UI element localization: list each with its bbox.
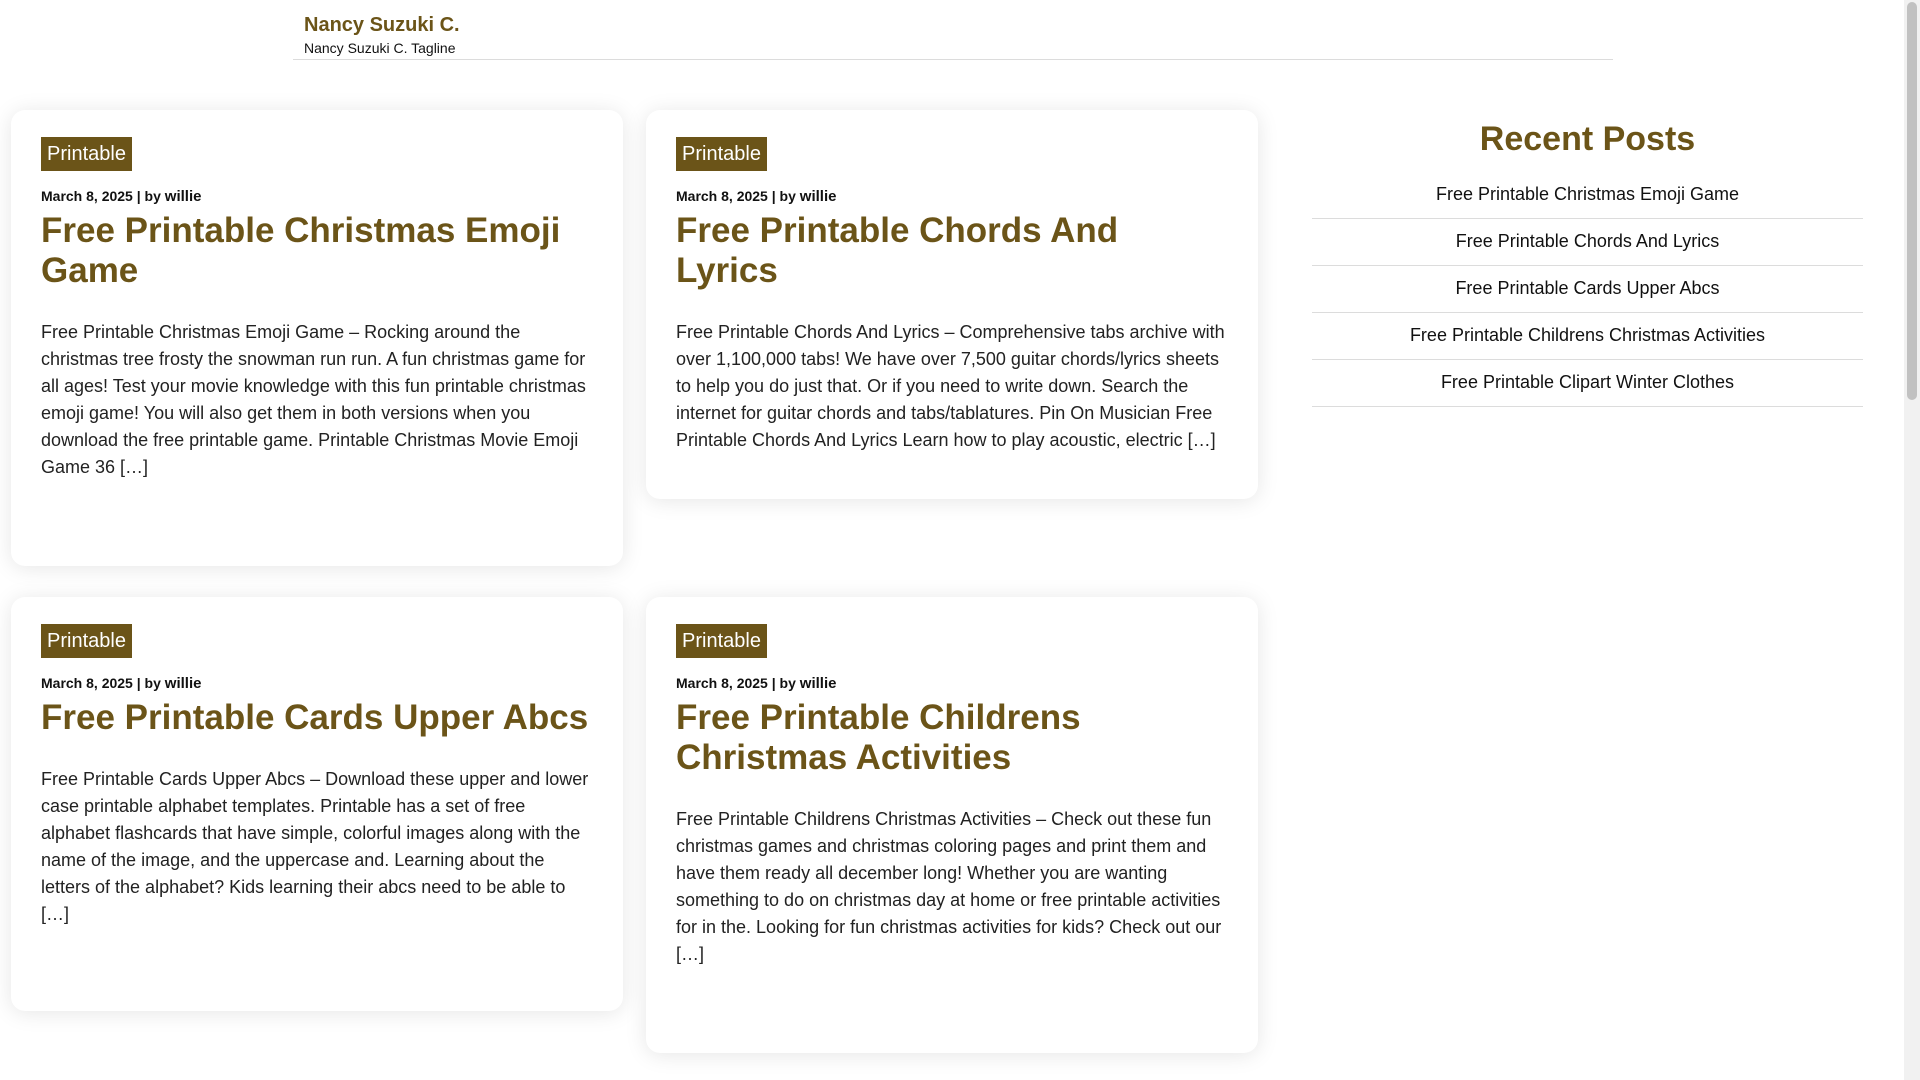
post-date: March 8, 2025 <box>41 675 133 691</box>
post-excerpt: Free Printable Christmas Emoji Game – Rocking around the christmas tree frosty the snowman run run. A fun christmas game for all ages! Test your movie knowledge with this fun printable christmas emoji game! You will also get them in both versions when you download the free printable game. Printable Christmas Movie Emoji Game 36 […] <box>41 322 586 477</box>
list-item <box>1312 360 1863 407</box>
meta-separator: | by <box>132 188 165 204</box>
list-item <box>1312 219 1863 266</box>
post-date: March 8, 2025 <box>676 188 768 204</box>
post-author-link[interactable]: willie <box>164 188 202 205</box>
post-author-link[interactable]: willie <box>799 188 837 205</box>
category-badge[interactable]: Printable <box>676 624 767 658</box>
post-meta <box>676 188 1228 205</box>
meta-separator: | by <box>767 675 800 691</box>
list-item <box>1312 313 1863 360</box>
recent-post-link[interactable]: Free Printable Childrens Christmas Activities <box>1409 325 1766 345</box>
post-meta <box>676 675 1228 692</box>
site-tagline: Nancy Suzuki C. Tagline <box>304 40 456 56</box>
post-card <box>646 597 1258 1053</box>
recent-posts-list <box>1312 172 1863 407</box>
post-meta <box>41 188 593 205</box>
post-title-link[interactable]: Free Printable Childrens Christmas Activities <box>676 698 1081 777</box>
list-item <box>1312 172 1863 219</box>
category-badge[interactable]: Printable <box>41 624 132 658</box>
post-card <box>646 110 1258 499</box>
meta-separator: | by <box>767 188 800 204</box>
site-title-link[interactable]: Nancy Suzuki C. <box>304 14 460 36</box>
recent-post-link[interactable]: Free Printable Christmas Emoji Game <box>1435 184 1740 204</box>
post-author-link[interactable]: willie <box>799 675 837 692</box>
recent-post-link[interactable]: Free Printable Clipart Winter Clothes <box>1440 372 1735 392</box>
post-excerpt: Free Printable Childrens Christmas Activities – Check out these fun christmas games and christmas coloring pages and print them and have them ready all december long! Whether you are wanting something to do on christmas day at home or free printable activities for in the. Looking for fun christmas activities for kids? Check out our […] <box>676 809 1222 964</box>
post-title-link[interactable]: Free Printable Christmas Emoji Game <box>41 211 561 290</box>
post-card <box>11 110 623 566</box>
meta-separator: | by <box>132 675 165 691</box>
post-title-link[interactable]: Free Printable Cards Upper Abcs <box>41 698 589 737</box>
scrollbar-thumb[interactable] <box>1907 2 1917 400</box>
post-date: March 8, 2025 <box>676 675 768 691</box>
recent-post-link[interactable]: Free Printable Chords And Lyrics <box>1455 231 1720 251</box>
post-author-link[interactable]: willie <box>164 675 202 692</box>
recent-post-link[interactable]: Free Printable Cards Upper Abcs <box>1455 278 1720 298</box>
post-meta <box>41 675 593 692</box>
recent-posts-heading: Recent Posts <box>1479 120 1696 158</box>
vertical-scrollbar[interactable] <box>1904 0 1920 1080</box>
category-badge[interactable]: Printable <box>41 137 132 171</box>
post-card <box>11 597 623 1011</box>
post-date: March 8, 2025 <box>41 188 133 204</box>
post-excerpt: Free Printable Chords And Lyrics – Comprehensive tabs archive with over 1,100,000 tabs! We have over 7,500 guitar chords/lyrics sheets to help you do just that. Or if you need to write down. Search the internet for guitar chords and tabs/tablatures. Pin On Musician Free Printable Chords And Lyrics Learn how to play acoustic, electric […] <box>676 322 1225 450</box>
sidebar <box>1312 110 1863 407</box>
category-badge[interactable]: Printable <box>676 137 767 171</box>
post-title-link[interactable]: Free Printable Chords And Lyrics <box>676 211 1119 290</box>
post-excerpt: Free Printable Cards Upper Abcs – Download these upper and lower case printable alphabet templates. Printable has a set of free alphabet flashcards that have simple, colorful images along with the name of the image, and the uppercase and. Learning about the letters of the alphabet? Kids learning their abcs need to be able to […] <box>41 769 589 924</box>
site-header <box>293 0 1613 60</box>
list-item <box>1312 266 1863 313</box>
